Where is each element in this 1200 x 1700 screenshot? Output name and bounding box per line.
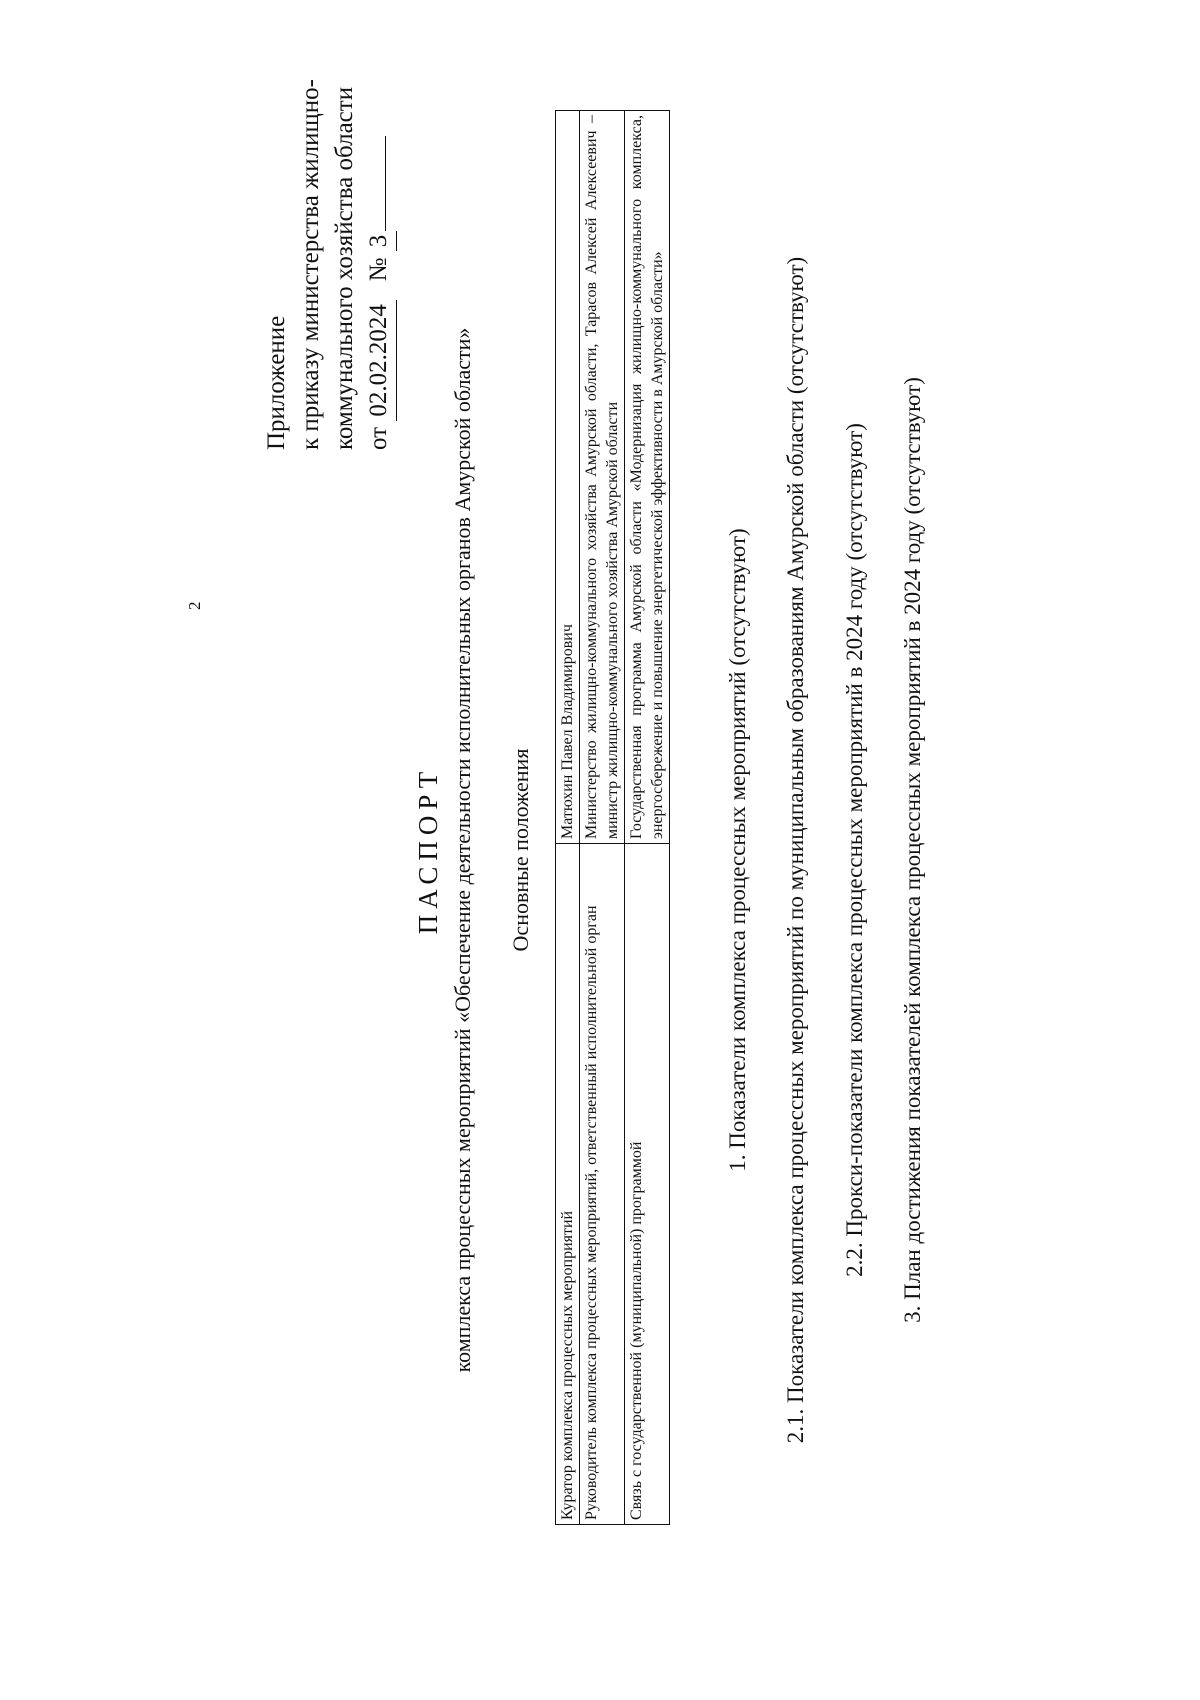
table-cell-value: Матюхин Павел Владимирович (556, 111, 580, 844)
table-row (580, 111, 625, 1525)
heading-proxy-indicators: 2.2. Прокси-показатели комплекса процессных мероприятий в 2024 году (отсутствуют) (842, 423, 867, 1277)
table-row (556, 111, 580, 1525)
appendix-line-1: Приложение (263, 315, 290, 450)
table-cell-value: Министерство жилищно-коммунального хозяйства Амурской области, Тарасов Алексей Алексеевич – министр жилищно-коммунального хозяйства Амурской области (580, 111, 625, 844)
number-prefix: № (365, 257, 392, 282)
rotated-document (100, 79, 1100, 1600)
appendix-date-line (362, 79, 397, 450)
heading-indicators: 1. Показатели комплекса процессных мероприятий (отсутствуют) (725, 528, 750, 1172)
main-provisions-table (555, 110, 670, 1525)
order-number: 3 (362, 231, 397, 252)
appendix-line-3: коммунального хозяйства области (331, 86, 358, 450)
appendix-block (260, 79, 397, 450)
table-cell-label: Руководитель комплекса процессных мероприятий, ответственный исполнительной орган (580, 844, 625, 1525)
section-heading-main: Основные положения (508, 748, 533, 952)
document-title: ПАСПОРТ (413, 765, 443, 935)
document-subtitle: комплекса процессных мероприятий «Обеспечение деятельности исполнительных органов Амурской области» (450, 327, 475, 1373)
heading-achievement-plan: 3. План достижения показателей комплекса процессных мероприятий в 2024 году (отсутствуют) (900, 377, 925, 1323)
table-cell-value: Государственная программа Амурской области «Модернизация жилищно-коммунального комплекса, энергосбережение и повышение энергетической эффективности в Амурской области» (625, 111, 670, 844)
date-prefix: от (365, 426, 392, 450)
table-row (625, 111, 670, 1525)
table-cell-label: Связь с государственной (муниципальной) программой (625, 844, 670, 1525)
number-underline (363, 136, 386, 231)
table-cell-label: Куратор комплекса процессных мероприятий (556, 844, 580, 1525)
page-number: 2 (185, 601, 204, 610)
appendix-line-2: к приказу министерства жилищно- (297, 79, 324, 450)
order-date: 02.02.2024 (362, 300, 397, 421)
heading-municipal-indicators: 2.1. Показатели комплекса процессных мероприятий по муниципальным образованиям Амурской области (отсутствуют) (783, 256, 808, 1444)
